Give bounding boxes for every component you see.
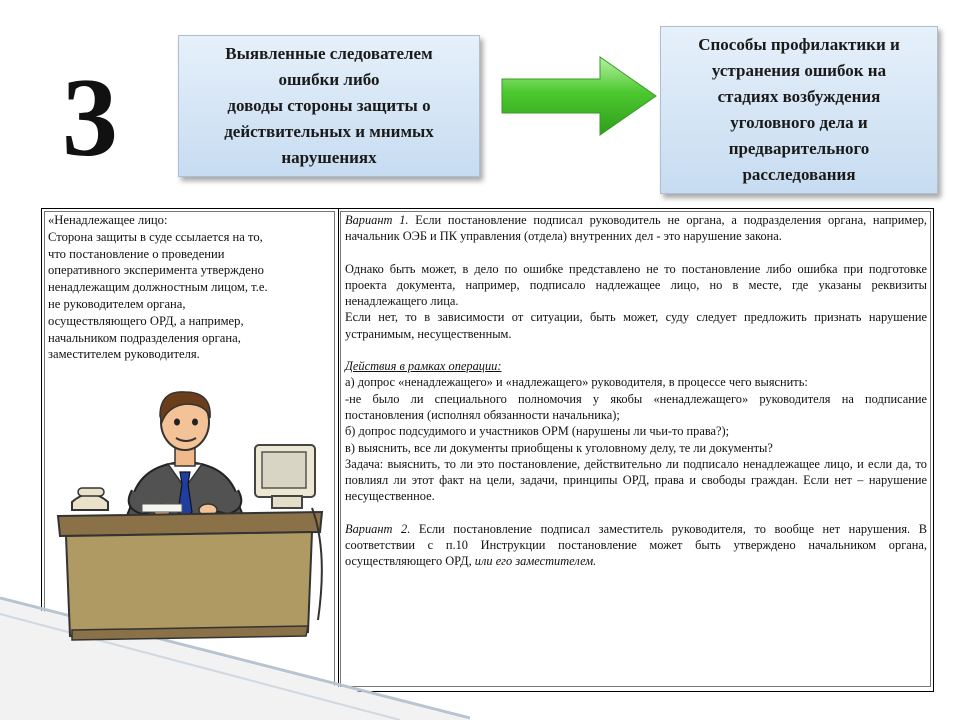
right-arrow-icon xyxy=(500,55,660,137)
variant1-text: Если постановление подписал руководитель не органа, а подразделения органа, например, начальник ОЭБ и ПК управления (отдела) внутренних дел - это нарушение закона. xyxy=(345,213,927,244)
variant2-text: Если постановление подписал заместитель руководителя, то вообще нет нарушения. В соответствии с п.10 Инструкции постановление может быть утверждено начальником органа, осуществляющего ОРД, xyxy=(345,521,927,569)
paragraph-if-not: Если нет, то в зависимости от ситуации, быть может, суду следует предложить признать нарушение устранимым, несущественным. xyxy=(345,310,927,341)
actions-heading: Действия в рамках операции: xyxy=(345,359,502,374)
action-c: в) выяснить, все ли документы приобщены к уголовному делу, те ли документы? xyxy=(345,440,773,455)
slide-number: 3 xyxy=(62,56,118,180)
action-b: б) допрос подсудимого и участников ОРМ (нарушены ли чьи-то права?); xyxy=(345,424,730,439)
variant1-paragraph xyxy=(345,212,927,245)
identified-errors-text: Выявленные следователем ошибки либо доводы стороны защиты о действительных и мнимых нарушениях xyxy=(224,44,434,167)
prevention-methods-text: Способы профилактики и устранения ошибок на стадиях возбуждения уголовного дела и предварительного расследования xyxy=(698,35,900,184)
action-a: а) допрос «ненадлежащего» и «надлежащего» руководителя, в процессе чего выяснить: xyxy=(345,375,808,390)
variant2-paragraph xyxy=(345,521,927,570)
left-line: не руководителем органа, xyxy=(48,296,186,311)
left-line: начальником подразделения органа, xyxy=(48,330,241,345)
left-line: ненадлежащим должностным лицом, т.е. xyxy=(48,280,268,295)
left-line: осуществляющего ОРД, а например, xyxy=(48,313,244,328)
action-a-sub: -не было ли специального полномочия у якобы «ненадлежащего» руководителя на подписание постановления (исполнял обязанности начальника); xyxy=(345,391,927,422)
task-paragraph: Задача: выяснить, то ли это постановление, действительно ли подписало ненадлежащее лицо, и если да, то повлиял ли этот факт на цели, задачи, принципы ОРД, права и свободы граждан. Если нет – нарушение несущественное. xyxy=(345,456,927,504)
variant2-label: Вариант 2. xyxy=(345,521,411,536)
office-clerk-at-desk-icon xyxy=(50,380,335,650)
left-line: «Ненадлежащее лицо: xyxy=(48,213,168,227)
left-line: Сторона защиты в суде ссылается на то, xyxy=(48,229,263,244)
left-cell-text xyxy=(48,212,331,363)
right-cell-text xyxy=(345,212,927,570)
variant1-label: Вариант 1. xyxy=(345,213,409,227)
left-line: заместителем руководителя. xyxy=(48,347,200,362)
paragraph-mistake: Однако быть может, в дело по ошибке представлено не то постановление либо ошибка при подготовке проекта документа, например, подписало надлежащее лицо, но в месте, где указаны реквизиты ненадлежащего лица. xyxy=(345,261,927,309)
identified-errors-box xyxy=(178,35,480,177)
prevention-methods-box xyxy=(660,26,938,194)
left-line: что постановление о проведении xyxy=(48,246,225,261)
left-line: оперативного эксперимента утверждено xyxy=(48,263,264,278)
variant2-tail: или его заместителем. xyxy=(474,554,597,569)
